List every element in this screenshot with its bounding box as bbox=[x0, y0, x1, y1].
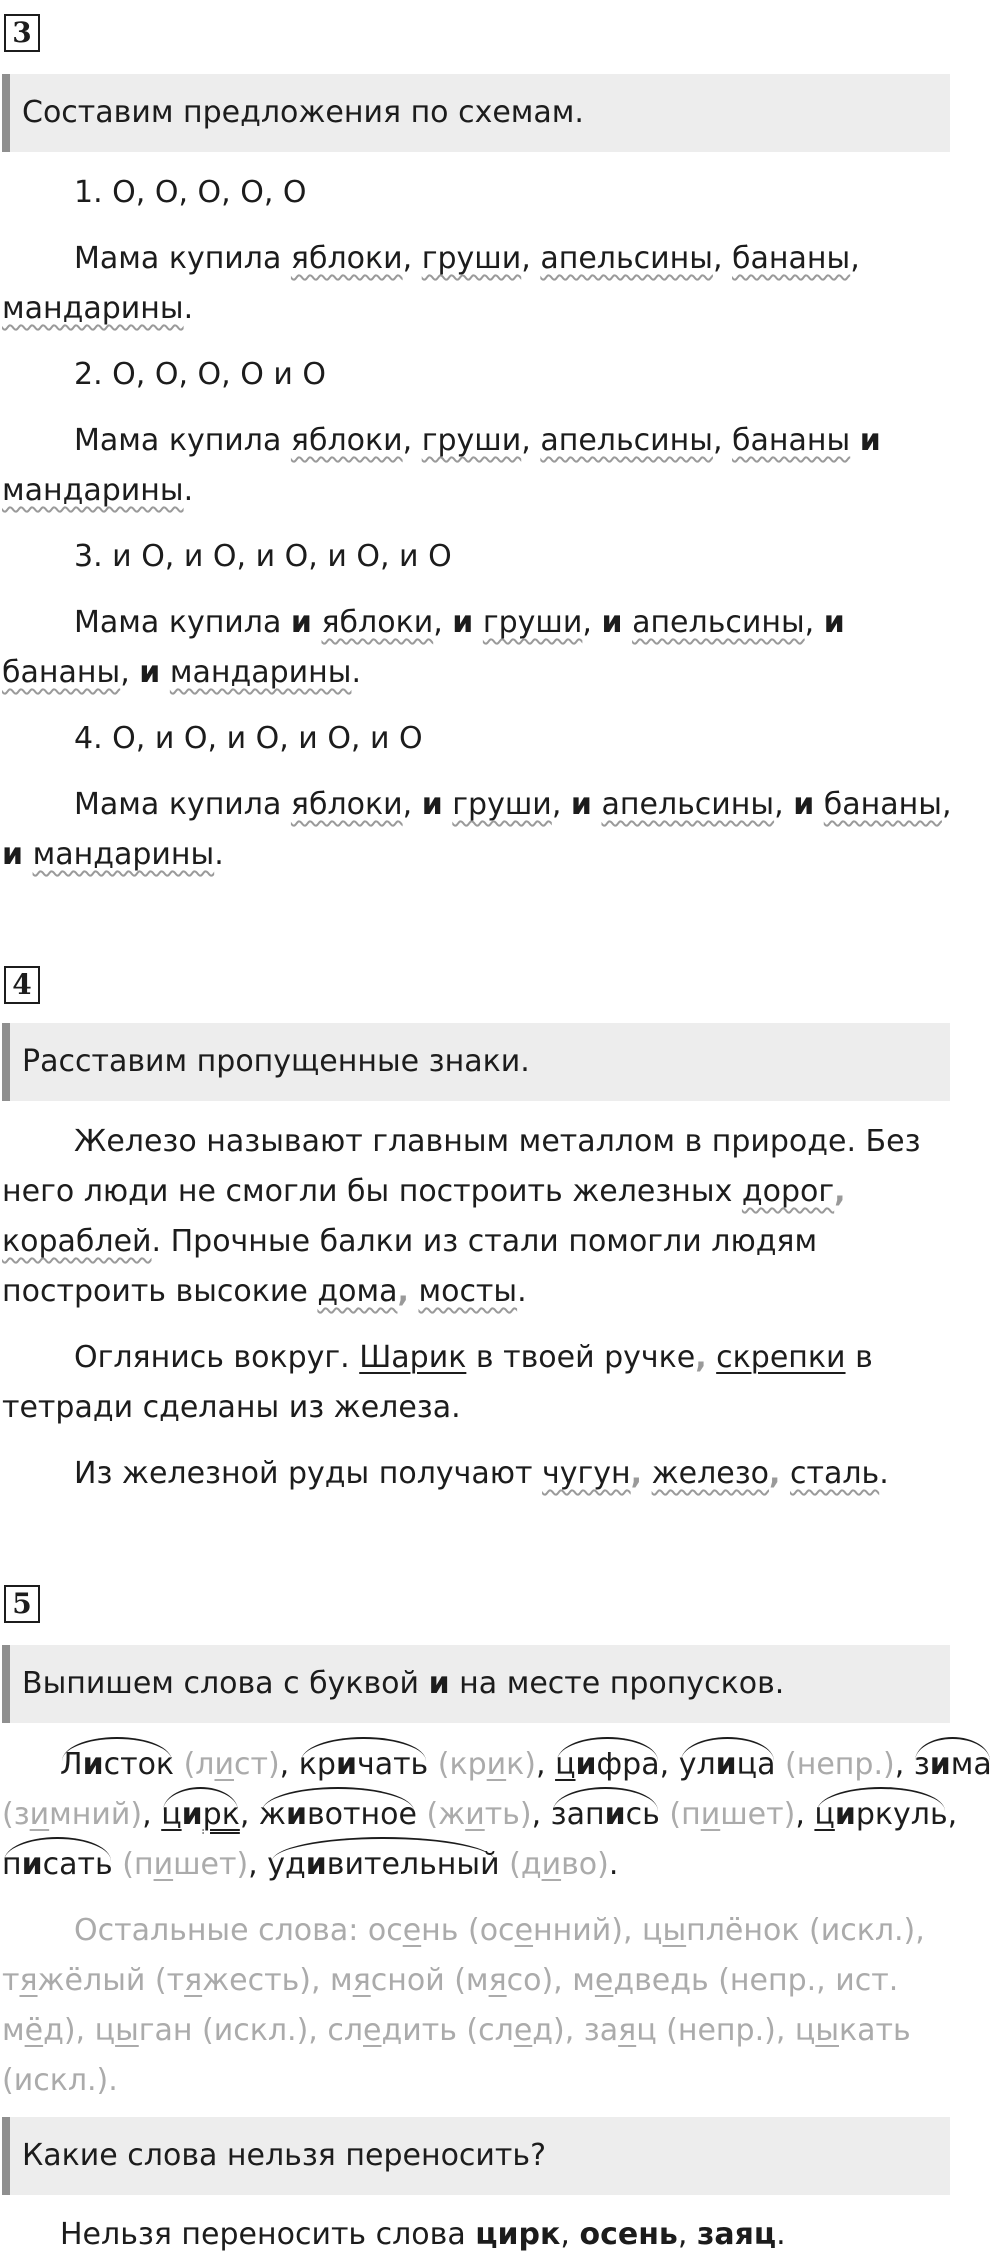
scheme-1: 1. О, О, О, О, О bbox=[74, 175, 307, 210]
word-cirk: цирк bbox=[161, 1795, 240, 1835]
word-pisat: писать bbox=[2, 1845, 113, 1885]
paragraph-1-line-3: кораблей. Прочные балки из стали помогли людям bbox=[2, 1224, 818, 1259]
task-number-5: 5 bbox=[4, 1585, 40, 1623]
paragraph-1-line-1: Железо называют главным металлом в природе. Без bbox=[74, 1124, 921, 1159]
word-zhivotnoe: животное bbox=[259, 1795, 417, 1835]
sentence-1-line-2: мандарины. bbox=[2, 291, 194, 326]
paragraph-2-line-2: тетради сделаны из железа. bbox=[2, 1390, 461, 1425]
rest-words-line-3: мёд), цыган (искл.), следить (след), заяц (непр.), цыкать bbox=[2, 2013, 911, 2048]
task-instruction-4: Расставим пропущенные знаки. bbox=[2, 1023, 950, 1101]
words-line-1: Листок (лист), кричать (крик), цифра, улица (непр.), зима bbox=[60, 1745, 952, 1785]
question-bar: Какие слова нельзя переносить? bbox=[2, 2117, 950, 2195]
word-cifra: цифра bbox=[555, 1745, 660, 1785]
rest-words-line-2: тяжёлый (тяжесть), мясной (мясо), медведь (непр., ист. bbox=[2, 1963, 899, 1998]
task-instruction-5: Выпишем слова с буквой и на месте пропусков. bbox=[2, 1645, 950, 1723]
rest-words-line-1: Остальные слова: осень (осенний), цыплёнок (искл.), bbox=[74, 1913, 925, 1948]
word-cirkul: циркуль bbox=[814, 1795, 947, 1835]
words-line-3: писать (пишет), удивительный (диво). bbox=[2, 1845, 952, 1885]
word-zapis: запись bbox=[551, 1795, 660, 1835]
paragraph-3: Из железной руды получают чугун, железо, сталь. bbox=[74, 1456, 889, 1491]
word-zima: зима bbox=[914, 1745, 992, 1785]
word-krichat: кричать bbox=[299, 1745, 428, 1785]
word-udivitelny: удивительный bbox=[267, 1845, 499, 1885]
word-listok: Листок bbox=[60, 1745, 174, 1785]
task-instruction-3: Составим предложения по схемам. bbox=[2, 74, 950, 152]
task-number-4: 4 bbox=[4, 966, 40, 1004]
sentence-3-line-2: бананы, и мандарины. bbox=[2, 655, 362, 690]
sentence-1-line-1: Мама купила яблоки, груши, апельсины, бананы, bbox=[74, 241, 860, 276]
scheme-2: 2. О, О, О, О и О bbox=[74, 357, 327, 392]
word-ulica: улица bbox=[679, 1745, 776, 1785]
sentence-4-line-1: Мама купила яблоки, и груши, и апельсины, и бананы, bbox=[74, 787, 952, 822]
paragraph-1-line-4: построить высокие дома, мосты. bbox=[2, 1274, 527, 1309]
scheme-3: 3. и О, и О, и О, и О, и О bbox=[74, 539, 452, 574]
sentence-4-line-2: и мандарины. bbox=[2, 837, 224, 872]
answer-line: Нельзя переносить слова цирк, осень, заяц. bbox=[60, 2217, 786, 2252]
words-line-2: (зимний), цирк, животное (жить), запись (пишет), циркуль, bbox=[2, 1795, 952, 1835]
scheme-4: 4. О, и О, и О, и О, и О bbox=[74, 721, 423, 756]
paragraph-1-line-2: него люди не смогли бы построить железных дорог, bbox=[2, 1174, 846, 1209]
paragraph-2-line-1: Оглянись вокруг. Шарик в твоей ручке, скрепки в bbox=[74, 1340, 873, 1375]
sentence-2-line-1: Мама купила яблоки, груши, апельсины, бананы и bbox=[74, 423, 881, 458]
sentence-3-line-1: Мама купила и яблоки, и груши, и апельсины, и bbox=[74, 605, 845, 640]
rest-words-line-4: (искл.). bbox=[2, 2063, 118, 2098]
task-number-3: 3 bbox=[4, 14, 40, 52]
sentence-2-line-2: мандарины. bbox=[2, 473, 194, 508]
